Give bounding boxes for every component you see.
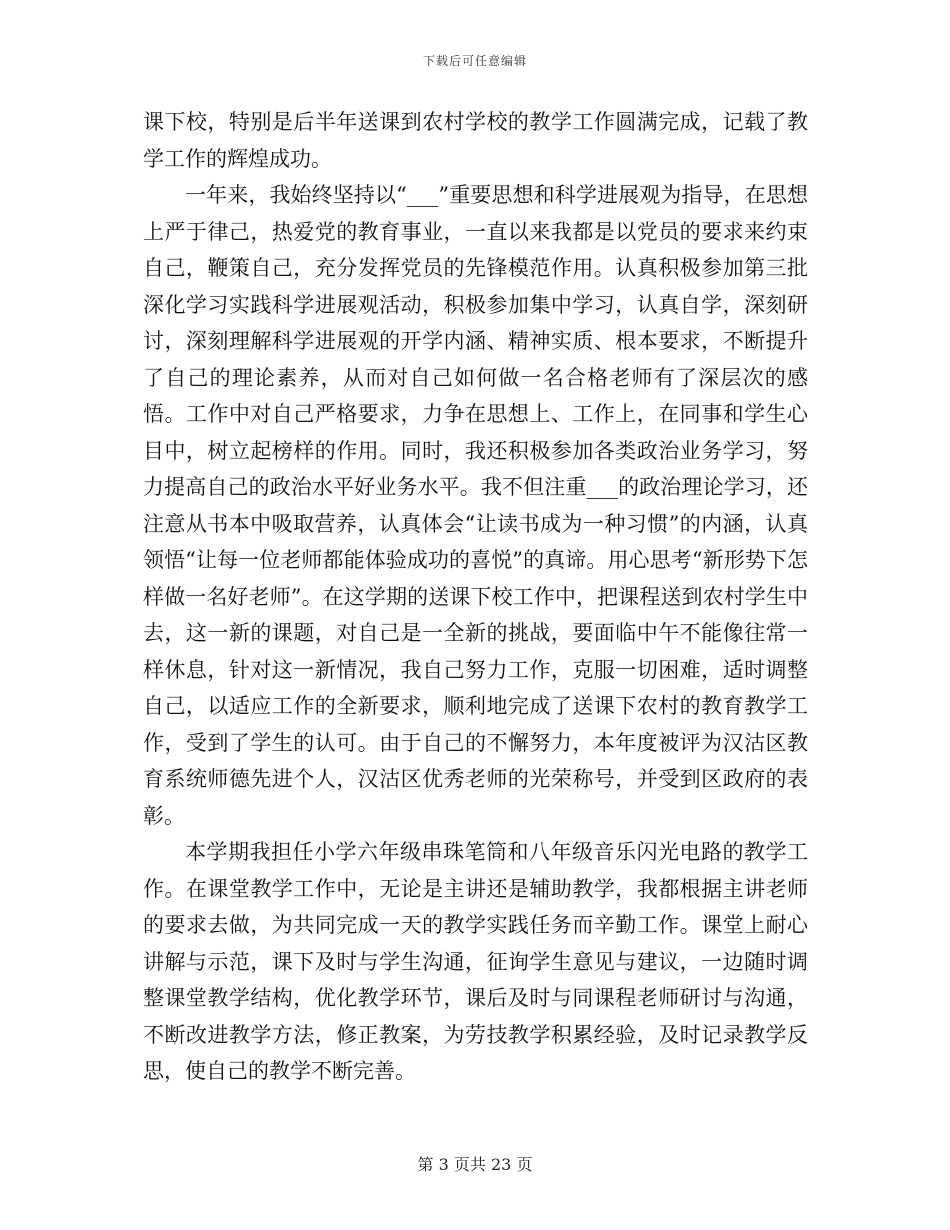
paragraph-teaching-work: 本学期我担任小学六年级串珠笔筒和八年级音乐闪光电路的教学工作。在课堂教学工作中，无论是主讲还是辅助教学，我都根据主讲老师的要求去做，为共同完成一天的教学实践任务而辛勤工作。课堂上耐心讲解与示范，课下及时与学生沟通，征询学生意见与建议，一边随时调整课堂教学结构，优化教学环节，课后及时与同课程老师研讨与沟通，不断改进教学方法，修正教案，为劳技教学积累经验，及时记录教学反思，使自己的教学不断完善。: [143, 840, 808, 1083]
page-number: 第 3 页共 23 页: [417, 1155, 533, 1174]
paragraph-political-study: 一年来，我始终坚持以“___”重要思想和科学进展观为指导，在思想上严于律己，热爱党的教育事业，一直以来我都是以党员的要求来约束自己，鞭策自己，充分发挥党员的先锋模范作用。认真积极参加第三批深化学习实践科学进展观活动，积极参加集中学习，认真自学，深刻研讨，深刻理解科学进展观的开学内涵、精神实质、根本要求，不断提升了自己的理论素养，从而对自己如何做一名合格老师有了深层次的感悟。工作中对自己严格要求，力争在思想上、工作上，在同事和学生心目中，树立起榜样的作用。同时，我还积极参加各类政治业务学习，努力提高自己的政治水平好业务水平。我不但注重___的政治理论学习，还注意从书本中吸取营养，认真体会“让读书成为一种习惯”的内涵，认真领悟“让每一位老师都能体验成功的喜悦”的真谛。用心思考“新形势下怎样做一名好老师”。在这学期的送课下校工作中，把课程送到农村学生中去，这一新的课题，对自己是一全新的挑战，要面临中午不能像往常一样休息，针对这一新情况，我自己努力工作，克服一切困难，适时调整自己，以适应工作的全新要求，顺利地完成了送课下农村的教育教学工作，受到了学生的认可。由于自己的不懈努力，本年度被评为汉沽区教育系统师德先进个人，汉沽区优秀老师的光荣称号，并受到区政府的表彰。: [143, 183, 808, 828]
document-body: [143, 104, 808, 1090]
paragraph-continuation: 课下校，特别是后半年送课到农村学校的教学工作圆满完成，记载了教学工作的辉煌成功。: [143, 110, 808, 171]
page-header: 下载后可任意编辑: [422, 54, 527, 68]
